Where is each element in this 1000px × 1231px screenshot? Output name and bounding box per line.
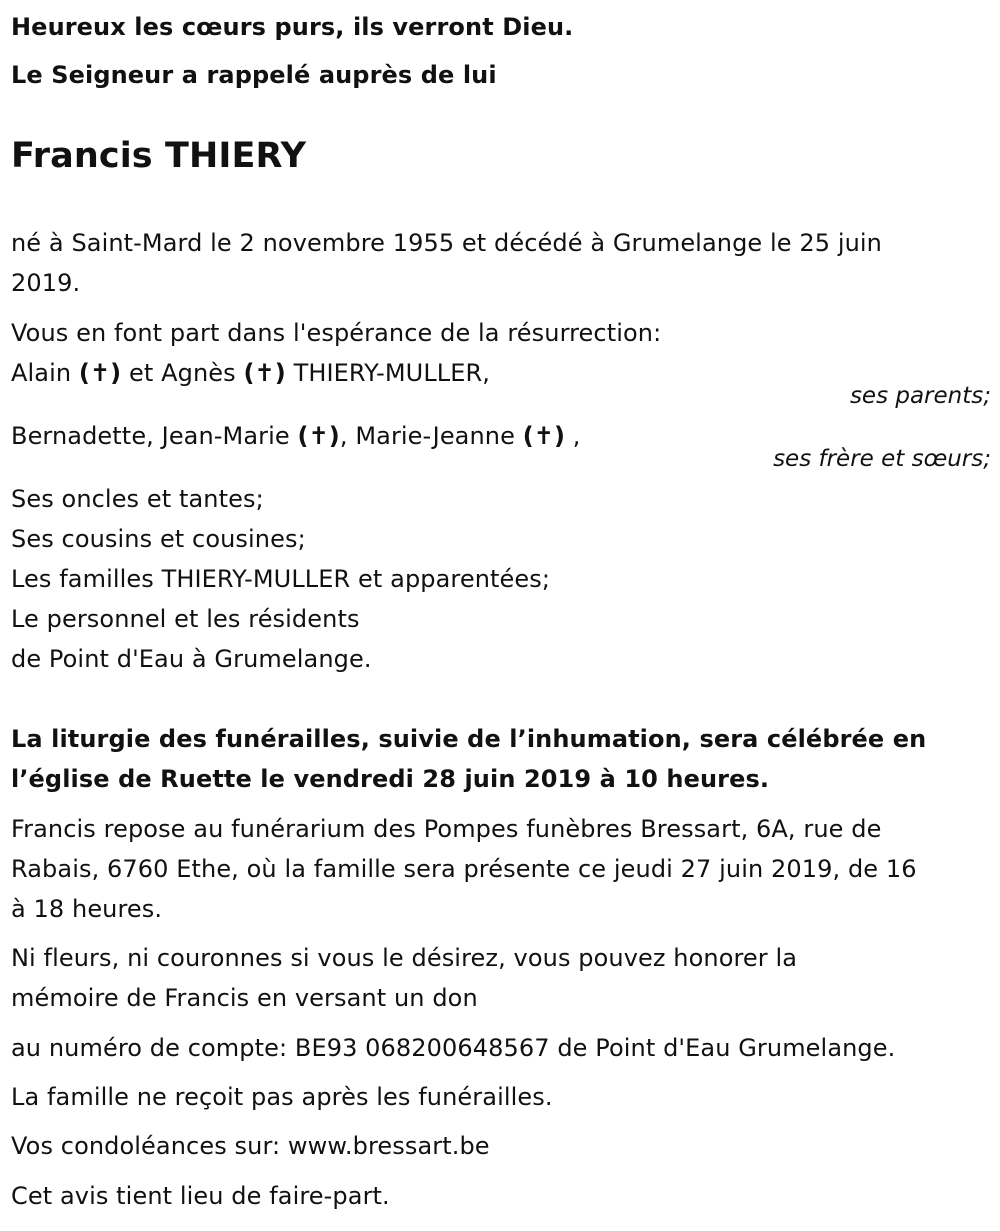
family-line: Ses cousins et cousines; xyxy=(11,525,306,553)
birth-death-line-1: né à Saint-Mard le 2 novembre 1955 et décédé à Grumelange le 25 juin xyxy=(11,229,882,257)
sibling-names-end: , xyxy=(565,422,581,450)
sibling-names-second: , Marie-Jeanne xyxy=(339,422,515,450)
family-line: Ses oncles et tantes; xyxy=(11,485,264,513)
parents-line xyxy=(11,358,490,388)
birth-death-line-2: 2019. xyxy=(11,269,81,297)
family-line: de Point d'Eau à Grumelange. xyxy=(11,645,372,673)
family-line: Les familles THIERY-MULLER et apparentées; xyxy=(11,565,551,593)
deceased-name: Francis THIERY xyxy=(11,136,307,176)
cross-icon: (✝) xyxy=(243,359,286,387)
cross-icon: (✝) xyxy=(78,359,122,387)
account-line: au numéro de compte: BE93 068200648567 de Point d'Eau Grumelange. xyxy=(11,1034,896,1062)
siblings-line xyxy=(11,421,581,451)
cross-icon: (✝) xyxy=(522,422,566,450)
repose-line: à 18 heures. xyxy=(11,895,163,923)
flowers-line: Ni fleurs, ni couronnes si vous le désirez, vous pouvez honorer la xyxy=(11,944,798,972)
reception-line: La famille ne reçoit pas après les funérailles. xyxy=(11,1083,553,1111)
called-heading: Le Seigneur a rappelé auprès de lui xyxy=(11,61,497,89)
repose-line: Francis repose au funérarium des Pompes funèbres Bressart, 6A, rue de xyxy=(11,815,882,843)
parents-surname: THIERY-MULLER, xyxy=(293,359,491,387)
notice-line: Cet avis tient lieu de faire-part. xyxy=(11,1182,390,1210)
flowers-line: mémoire de Francis en versant un don xyxy=(11,984,478,1012)
cross-icon: (✝) xyxy=(297,422,340,450)
condolences-line: Vos condoléances sur: www.bressart.be xyxy=(11,1132,490,1160)
ceremony-line-2: l’église de Ruette le vendredi 28 juin 2019 à 10 heures. xyxy=(11,765,770,793)
announcement-intro: Vous en font part dans l'espérance de la résurrection: xyxy=(11,319,662,347)
parent-father: Alain xyxy=(11,359,72,387)
siblings-role: ses frère et sœurs; xyxy=(773,446,991,472)
family-line: Le personnel et les résidents xyxy=(11,605,360,633)
parent-mother: et Agnès xyxy=(129,359,236,387)
ceremony-line-1: La liturgie des funérailles, suivie de l’inhumation, sera célébrée en xyxy=(11,725,927,753)
parents-role: ses parents; xyxy=(849,383,991,409)
repose-line: Rabais, 6760 Ethe, où la famille sera présente ce jeudi 27 juin 2019, de 16 xyxy=(11,855,917,883)
sibling-names-first: Bernadette, Jean-Marie xyxy=(11,422,290,450)
verse-heading: Heureux les cœurs purs, ils verront Dieu. xyxy=(11,13,574,41)
